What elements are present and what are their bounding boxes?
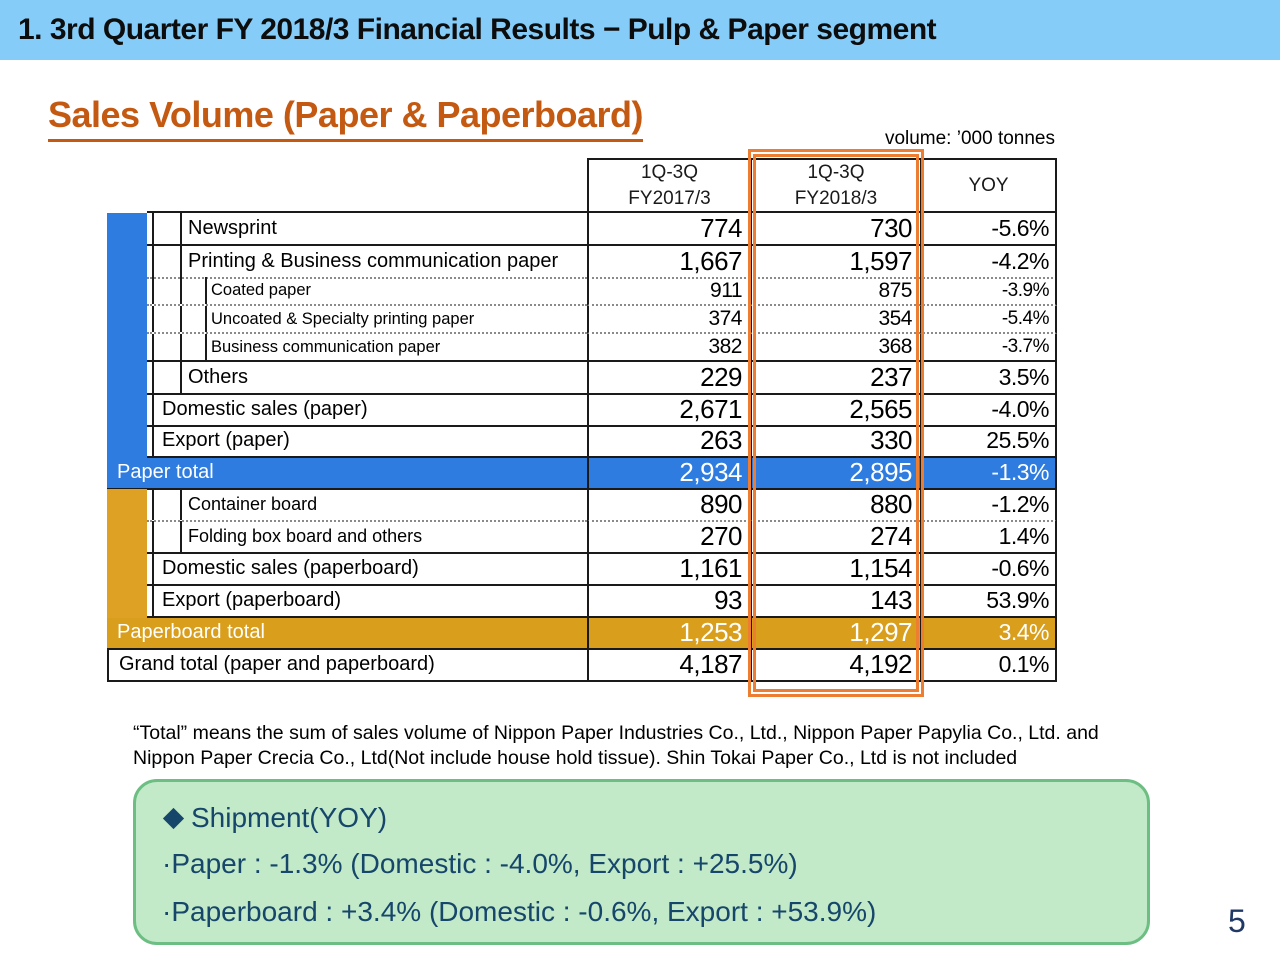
sales-volume-table bbox=[107, 158, 1057, 681]
col-header-yoy: YOY bbox=[920, 158, 1057, 213]
paperboard-total-row bbox=[107, 617, 1057, 649]
value-fy2017: 270 bbox=[587, 521, 750, 554]
table-row bbox=[107, 334, 1057, 362]
value-fy2017: 890 bbox=[587, 489, 750, 522]
unit-note: volume: ’000 tonnes bbox=[884, 128, 1055, 149]
value-fy2017: 2,934 bbox=[587, 457, 750, 490]
row-label: Others bbox=[147, 362, 587, 395]
shipment-summary-box bbox=[133, 779, 1150, 945]
value-fy2018: 730 bbox=[750, 213, 920, 246]
row-label: Newsprint bbox=[147, 213, 587, 246]
value-yoy: -5.6% bbox=[920, 213, 1057, 246]
table-row bbox=[107, 394, 1057, 425]
section-title: Sales Volume (Paper & Paperboard) bbox=[48, 94, 643, 142]
row-label: Domestic sales (paper) bbox=[147, 394, 587, 427]
value-fy2018: 354 bbox=[750, 306, 920, 334]
slide-header-bar bbox=[0, 0, 1280, 60]
value-yoy: -0.6% bbox=[920, 553, 1057, 586]
value-fy2017: 382 bbox=[587, 334, 750, 362]
table-row bbox=[107, 585, 1057, 617]
value-yoy: -1.3% bbox=[920, 457, 1057, 490]
paperboard-color-bar bbox=[107, 489, 147, 522]
value-fy2018: 368 bbox=[750, 334, 920, 362]
row-label: Uncoated & Specialty printing paper bbox=[147, 306, 587, 334]
table-row bbox=[107, 489, 1057, 521]
shipment-paper-line: ·Paper : -1.3% (Domestic : -4.0%, Export : +25.5%) bbox=[162, 848, 798, 879]
value-yoy: -3.9% bbox=[920, 277, 1057, 306]
value-fy2018: 2,895 bbox=[750, 457, 920, 490]
slide-title: 1. 3rd Quarter FY 2018/3 Financial Results − Pulp & Paper segment bbox=[18, 13, 937, 46]
value-yoy: -1.2% bbox=[920, 489, 1057, 522]
paper-color-bar bbox=[107, 277, 147, 306]
value-fy2017: 2,671 bbox=[587, 394, 750, 427]
value-yoy: 1.4% bbox=[920, 521, 1057, 554]
value-yoy: -4.2% bbox=[920, 246, 1057, 279]
value-fy2017: 1,161 bbox=[587, 553, 750, 586]
table-header-row bbox=[107, 158, 1057, 213]
value-fy2018: 2,565 bbox=[750, 394, 920, 427]
paperboard-color-bar bbox=[107, 585, 147, 618]
value-fy2018: 330 bbox=[750, 425, 920, 458]
value-yoy: 3.5% bbox=[920, 362, 1057, 395]
paper-color-bar bbox=[107, 362, 147, 395]
table-row bbox=[107, 553, 1057, 585]
paper-color-bar bbox=[107, 334, 147, 362]
table-row bbox=[107, 425, 1057, 457]
paper-total-row bbox=[107, 457, 1057, 489]
row-label: Printing & Business communication paper bbox=[147, 246, 587, 279]
value-fy2018: 237 bbox=[750, 362, 920, 395]
value-fy2018: 4,192 bbox=[750, 649, 920, 682]
header-spacer bbox=[107, 158, 147, 213]
row-label: Paper total bbox=[107, 457, 587, 490]
paperboard-color-bar bbox=[107, 553, 147, 586]
grand-total-row bbox=[107, 649, 1057, 681]
shipment-heading: Shipment(YOY) bbox=[162, 796, 1147, 840]
value-yoy: 0.1% bbox=[920, 649, 1057, 682]
table-row bbox=[107, 362, 1057, 394]
value-fy2017: 229 bbox=[587, 362, 750, 395]
header-label-spacer bbox=[147, 158, 587, 213]
paper-color-bar bbox=[107, 425, 147, 458]
value-yoy: -3.7% bbox=[920, 334, 1057, 362]
value-fy2017: 4,187 bbox=[587, 649, 750, 682]
paper-color-bar bbox=[107, 246, 147, 279]
value-fy2017: 93 bbox=[587, 585, 750, 618]
value-yoy: -5.4% bbox=[920, 306, 1057, 334]
row-label: Coated paper bbox=[147, 277, 587, 306]
value-fy2018: 875 bbox=[750, 277, 920, 306]
value-fy2018: 274 bbox=[750, 521, 920, 554]
row-label: Grand total (paper and paperboard) bbox=[107, 649, 587, 682]
table-row bbox=[107, 521, 1057, 553]
table-row bbox=[107, 246, 1057, 277]
table-row bbox=[107, 213, 1057, 246]
value-yoy: 3.4% bbox=[920, 617, 1057, 650]
value-yoy: 53.9% bbox=[920, 585, 1057, 618]
paperboard-color-bar bbox=[107, 521, 147, 554]
page-number: 5 bbox=[1228, 903, 1246, 939]
table-row bbox=[107, 277, 1057, 306]
col-header-fy2018: 1Q-3Q FY2018/3 bbox=[750, 158, 920, 213]
value-fy2017: 263 bbox=[587, 425, 750, 458]
col-header-fy2017: 1Q-3Q FY2017/3 bbox=[587, 158, 750, 213]
row-label: Export (paperboard) bbox=[147, 585, 587, 618]
value-fy2018: 880 bbox=[750, 489, 920, 522]
paper-color-bar bbox=[107, 306, 147, 334]
value-fy2017: 774 bbox=[587, 213, 750, 246]
table-row bbox=[107, 306, 1057, 334]
diamond-icon bbox=[163, 807, 184, 828]
paper-color-bar bbox=[107, 213, 147, 246]
value-fy2017: 1,253 bbox=[587, 617, 750, 650]
row-label: Paperboard total bbox=[107, 617, 587, 650]
paper-color-bar bbox=[107, 394, 147, 427]
shipment-paperboard-line: ·Paperboard : +3.4% (Domestic : -0.6%, Export : +53.9%) bbox=[162, 896, 877, 927]
row-label: Container board bbox=[147, 489, 587, 522]
value-fy2017: 374 bbox=[587, 306, 750, 334]
value-fy2018: 1,154 bbox=[750, 553, 920, 586]
footnote: “Total” means the sum of sales volume of Nippon Paper Industries Co., Ltd., Nippon Paper Papylia Co., Ltd. and Nippon Paper Crecia Co., Ltd(Not include house hold tissue). Shin Tokai Paper Co., Ltd is not included bbox=[133, 722, 1099, 770]
value-yoy: -4.0% bbox=[920, 394, 1057, 427]
value-fy2018: 1,297 bbox=[750, 617, 920, 650]
value-fy2017: 911 bbox=[587, 277, 750, 306]
row-label: Domestic sales (paperboard) bbox=[147, 553, 587, 586]
value-fy2018: 1,597 bbox=[750, 246, 920, 279]
value-yoy: 25.5% bbox=[920, 425, 1057, 458]
row-label: Export (paper) bbox=[147, 425, 587, 458]
value-fy2017: 1,667 bbox=[587, 246, 750, 279]
row-label: Business communication paper bbox=[147, 334, 587, 362]
row-label: Folding box board and others bbox=[147, 521, 587, 554]
value-fy2018: 143 bbox=[750, 585, 920, 618]
